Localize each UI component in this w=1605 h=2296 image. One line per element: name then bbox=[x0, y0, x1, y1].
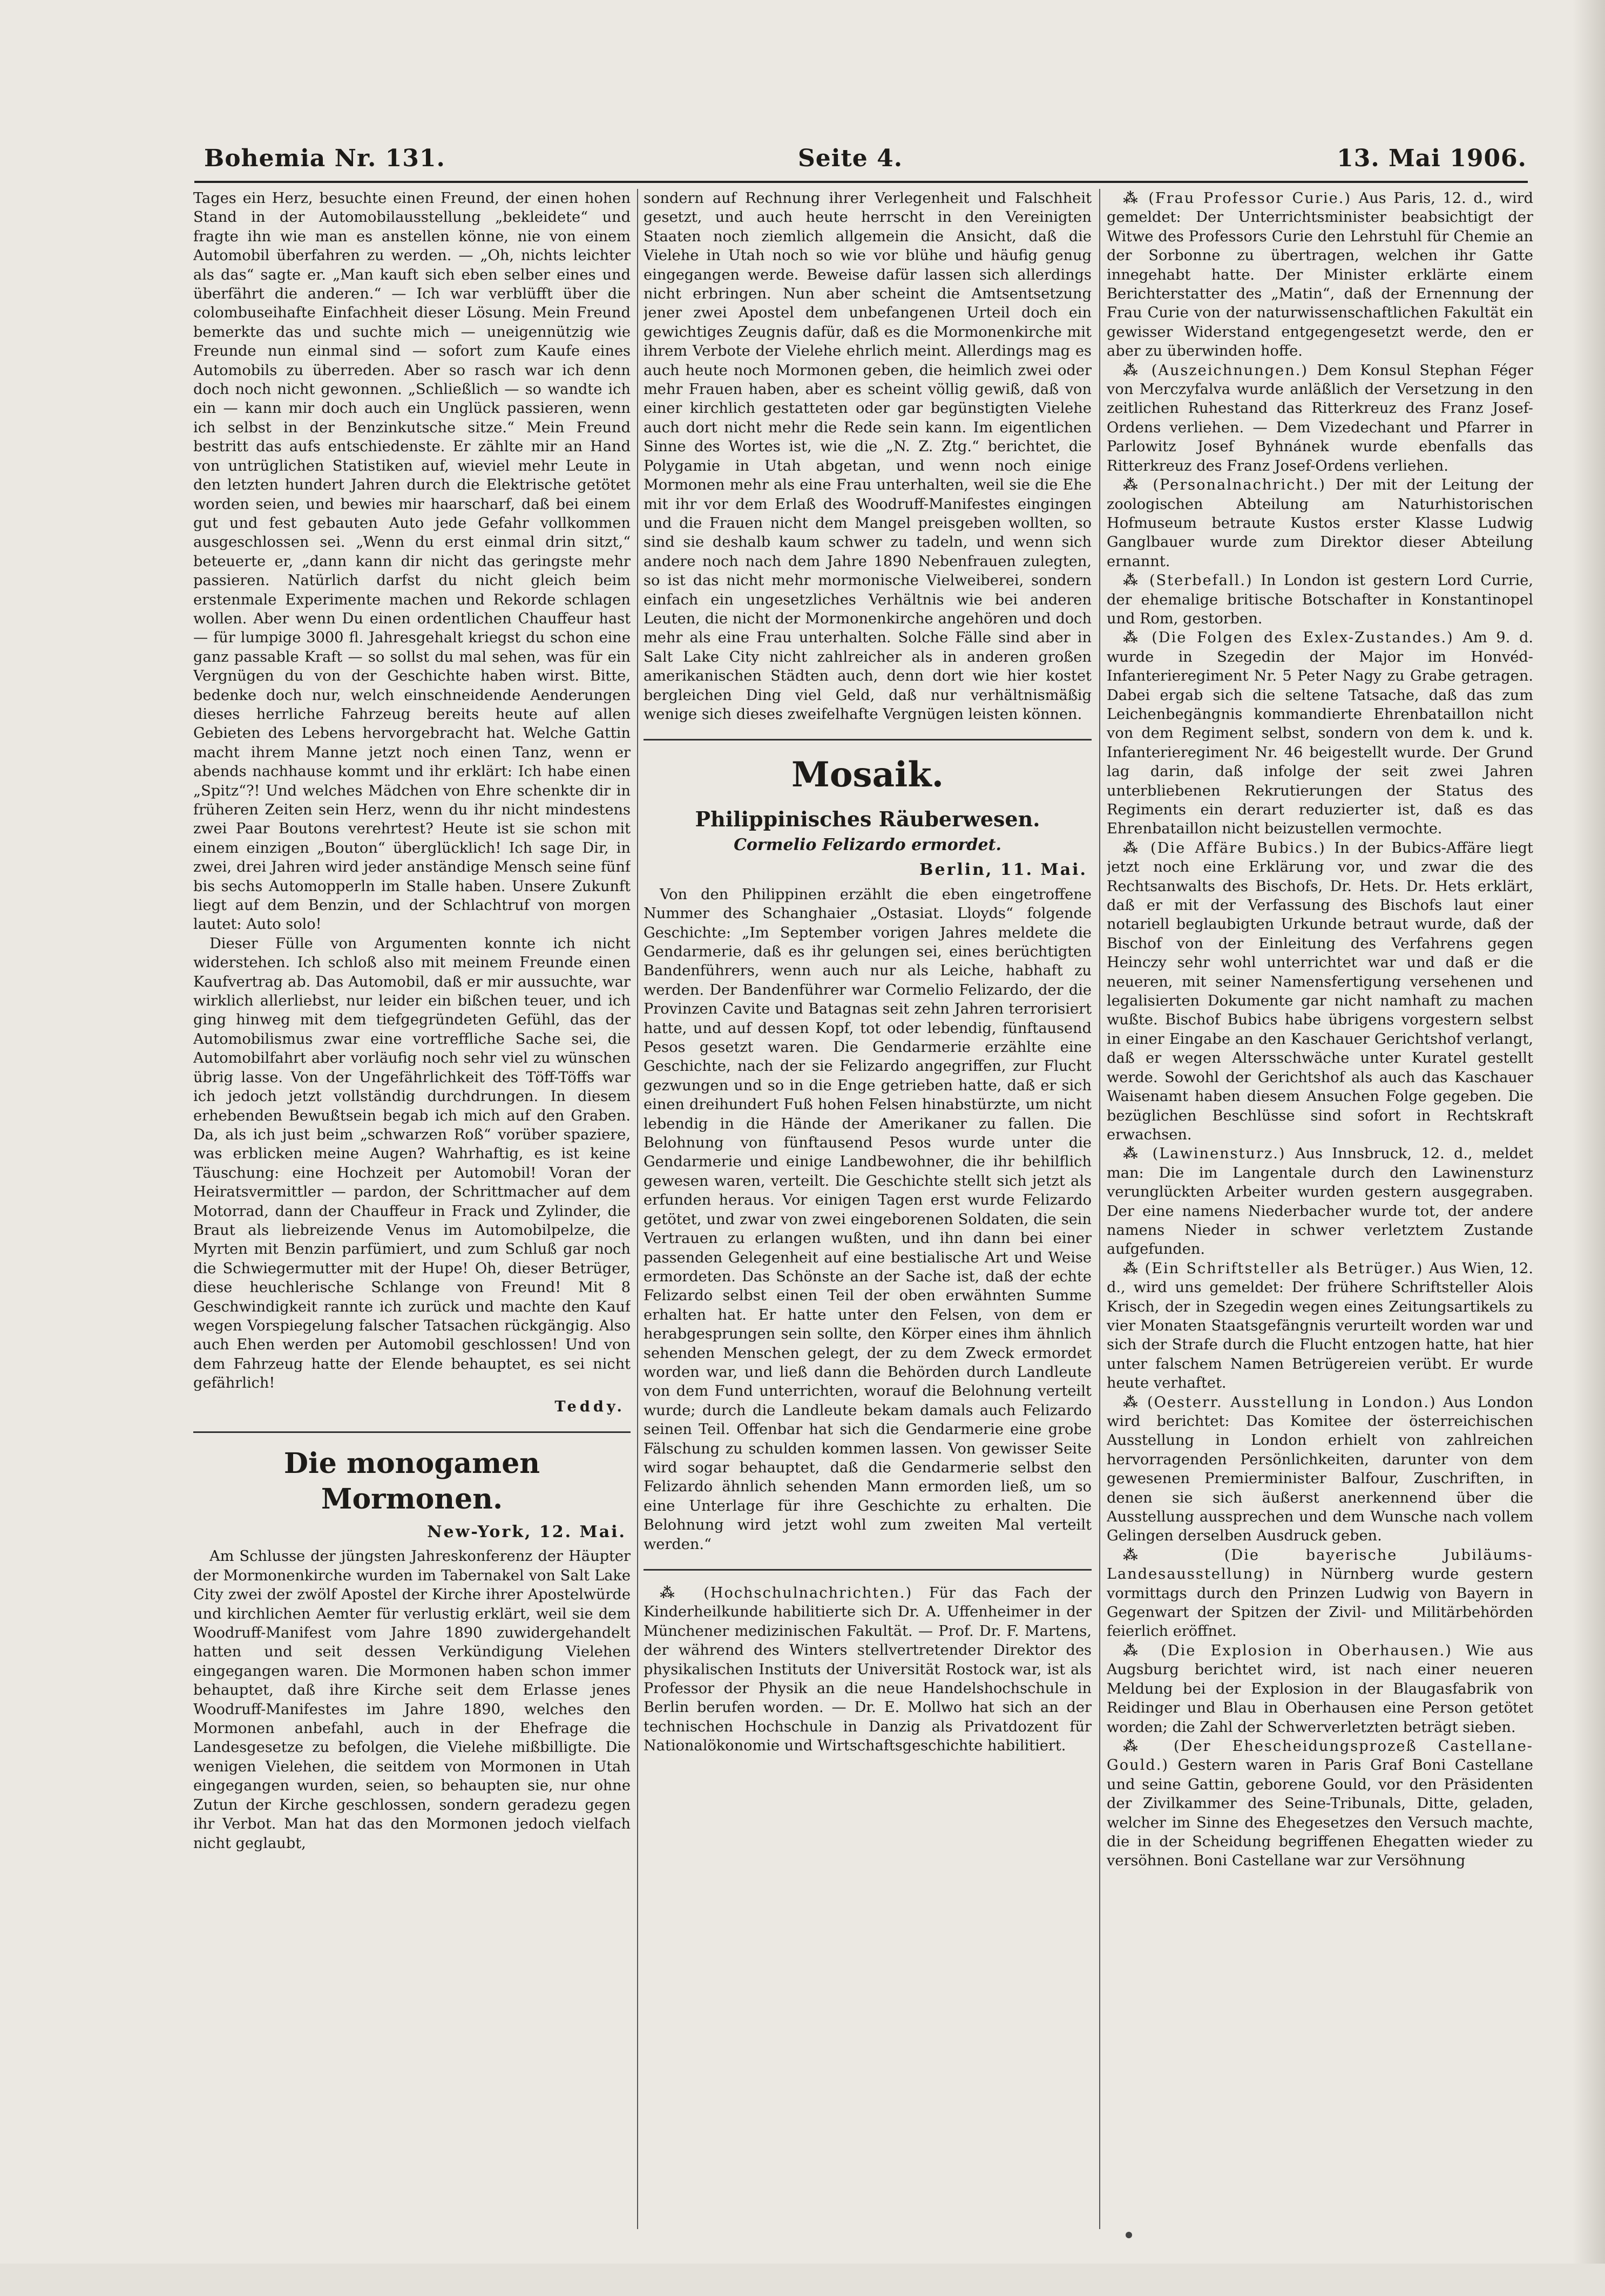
news-item bbox=[1107, 1393, 1533, 1546]
news-item bbox=[1107, 628, 1533, 838]
news-item bbox=[1107, 839, 1533, 1145]
asterism-icon: ⁂ bbox=[1123, 189, 1149, 207]
article-title-philippinen: Philippinisches Räuberwesen. bbox=[695, 807, 1040, 832]
news-item-title: (Auszeichnungen.) bbox=[1151, 362, 1309, 379]
news-item bbox=[1107, 1546, 1533, 1641]
news-item-title: (Lawinensturz.) bbox=[1152, 1145, 1286, 1163]
news-item-text: Am 9. d. wurde in Szegedin der Major im Honvéd-Infanterieregiment Nr. 5 Peter Nagy zu Grabe getragen. Dabei ergab sich die seltene Tatsache, daß das zum Leichenbegängnis kommandierte Ehrenbataillon nicht von dem Regiment selbst, sondern von dem k. und k. Infanterieregiment Nr. 46 beigestellt wurde. Der Grund lag darin, daß infolge der seit zwei Jahren unterbliebenen Rekrutierungen der Status des Regiments ein derart reduzierter ist, daß es das Ehrenbataillon nicht beizustellen vermochte. bbox=[1107, 629, 1533, 838]
news-item-text: Dem Konsul Stephan Féger von Merczyfalva wurde anläßlich der Versetzung in den zeitlichen Ruhestand das Ritterkreuz des Franz Josef-Ordens verliehen. — Dem Vizedechant und Pfarrer in Parlowitz Josef Byhnánek wurde ebenfalls das Ritterkreuz des Franz Josef-Ordens verliehen. bbox=[1107, 362, 1533, 474]
paper-speck bbox=[1126, 2232, 1132, 2238]
column-divider-2 bbox=[1099, 189, 1100, 2229]
news-item-title: (Frau Professor Curie.) bbox=[1148, 190, 1352, 207]
article-separator bbox=[644, 1569, 1092, 1571]
news-item-title: (Die Folgen des Exlex-Zustandes.) bbox=[1152, 629, 1454, 647]
news-item-title: (Die Explosion in Oberhausen.) bbox=[1161, 1642, 1452, 1659]
asterism-icon: ⁂ bbox=[1123, 572, 1149, 589]
section-title-mosaik: Mosaik. bbox=[791, 755, 944, 796]
news-item-title: (Oesterr. Ausstellung in London.) bbox=[1147, 1394, 1437, 1411]
news-item-title: (Die Affäre Bubics.) bbox=[1150, 839, 1326, 857]
asterism-icon: ⁂ bbox=[1123, 839, 1150, 857]
news-item bbox=[1107, 1737, 1533, 1871]
asterism-icon: ⁂ bbox=[1123, 1641, 1161, 1659]
section-separator bbox=[644, 739, 1092, 741]
asterism-icon: ⁂ bbox=[1123, 361, 1152, 379]
asterism-icon: ⁂ bbox=[1123, 1393, 1147, 1411]
news-item bbox=[1107, 361, 1533, 475]
news-item bbox=[1107, 1144, 1533, 1259]
article-paragraph: Dieser Fülle von Argumenten konnte ich nicht widerstehen. Ich schloß also mit meinem Freunde einen Kaufvertrag ab. Das Automobil, daß er mir aussuchte, war wirklich allerliebst, nur leider ein bißchen teuer, und ich ging hinweg mit dem tiefgegründeten Gefühl, das der Automobilismus zwar eine vortreffliche Sache sei, die Automobilfahrt aber vorläufig noch sehr viel zu wünschen übrig lasse. Von der Ungefährlichkeit des Töff-Töffs war ich jedoch jetzt vollständig durchdrungen. In diesem erhebenden Bewußtsein begab ich mich auf den Graben. Da, als ich just beim „schwarzen Roß“ vorüber spaziere, was erblicken meine Augen? Wahrhaftig, es ist keine Täuschung: eine Hochzeit per Automobil! Voran der Heiratsvermittler — pardon, der Schrittmacher auf dem Motorrad, dann der Chauffeur in Frack und Zylinder, die Braut als liebreizende Venus im Automobilpelze, die Myrten mit Benzin parfümiert, und zum Schluß gar noch die Schwiegermutter mit der Hupe! Oh, dieser Betrüger, diese heuchlerische Schlange von Freund! Mit 8 Geschwindigkeit rannte ich zurück und machte den Kauf wegen Vorspiegelung falscher Tatsachen rückgängig. Also auch Ehen werden per Automobil geschlossen! Und von dem Fahrzeug hatte der Elende behauptet, es sei nicht gefährlich! bbox=[193, 935, 631, 1392]
asterism-icon: ⁂ bbox=[1123, 629, 1152, 647]
page-header bbox=[204, 145, 1527, 184]
column-divider-1 bbox=[637, 189, 638, 2229]
news-item-title: (Hochschulnachrichten.) bbox=[703, 1585, 913, 1601]
news-item-text: In der Bubics-Affäre liegt jetzt noch eine Erklärung vor, und zwar die des Rechtsanwalts des Bischofs, Dr. Hets. Dr. Hets erklärt, daß er mit der Verfassung des Bischofs laut einer notariell beglaubigten Urkunde betraut wurde, daß der Bischof von der Einleitung des Verfahrens gegen Heinczy sehr wohl unterrichtet war und daß er die neueren, mit seiner Namensfertigung versehenen und legalisierten Dokumente gar nicht namhaft zu machen wußte. Bischof Bubics habe übrigens vorgestern selbst in einer Eingabe an den Kaschauer Gerichtshof verlangt, daß er wegen Altersschwäche unter Kuratel gestellt werde. Sowohl der Gerichtshof als auch das Kaschauer Waisenamt haben diesem Ansuchen Folge gegeben. Die bezüglichen Beschlüsse sind sofort in Rechtskraft erwachsen. bbox=[1107, 839, 1533, 1143]
news-item-title: (Personalnachricht.) bbox=[1153, 477, 1326, 494]
news-item-text: in Nürnberg wurde gestern vormittags durch den Prinzen Ludwig von Bayern in Gegenwart der Spitzen der Zivil- und Militärbehörden feierlich eröffnet. bbox=[1107, 1566, 1533, 1640]
asterism-icon: ⁂ bbox=[1123, 1145, 1153, 1163]
news-item bbox=[1107, 571, 1533, 628]
article-separator bbox=[193, 1431, 631, 1433]
news-item-text: Wie aus Augsburg berichtet wird, ist nach einer neueren Meldung bei der Explosion in der Blaugasfabrik von Reidinger und Blau in Oberhausen eine Person getötet worden; die Zahl der Schwerverletzten beträgt sieben. bbox=[1107, 1642, 1533, 1736]
article-title-mormonen: Die monogamen Mormonen. bbox=[283, 1447, 540, 1516]
news-item-title: (Sterbefall.) bbox=[1149, 572, 1253, 589]
asterism-icon: ⁂ bbox=[1123, 1259, 1145, 1277]
news-item-text: Aus Wien, 12. d., wird uns gemeldet: Der frühere Schriftsteller Alois Krisch, der in Szegedin wegen eines Zeitungsartikels zu vier Monaten Staatsgefängnis verurteilt worden war und sich der Strafe durch die Flucht entzogen hatte, hat hier unter falschem Namen Betrügereien verübt. Er wurde heute verhaftet. bbox=[1107, 1260, 1533, 1392]
news-item-text: In London ist gestern Lord Currie, der ehemalige britische Botschafter in Konstantinopel und Rom, gestorben. bbox=[1107, 572, 1533, 627]
news-item bbox=[644, 1584, 1092, 1756]
article-paragraph: Von den Philippinen erzählt die eben eingetroffene Nummer des Schanghaier „Ostasiat. Lloyds“ folgende Geschichte: „Im September vorigen Jahres meldete die Gendarmerie, daß es ihr gelungen sei, eines berüchtigten Bandenführers, wenn auch nur als Leiche, habhaft zu werden. Der Bandenführer war Cormelio Felizardo, der die Provinzen Cavite und Batagnas seit zehn Jahren terrorisiert hatte, und auf dessen Kopf, tot oder lebendig, fünftausend Pesos gesetzt waren. Die Gendarmerie erzählte eine Geschichte, nach der sie Felizardo angegriffen, zur Flucht gezwungen und so in die Enge getrieben hatte, daß er sich einen dreihundert Fuß hohen Felsen hinabstürzte, um nicht lebendig in die Hände der Amerikaner zu fallen. Die Belohnung von fünftausend Pesos wurde unter die Gendarmerie und einige Landbewohner, die ihr behilflich gewesen waren, verteilt. Die Geschichte stellt sich jetzt als erfunden heraus. Vor einigen Tagen erst wurde Felizardo getötet, und zwar von zwei eingeborenen Soldaten, die sein Vertrauen zu erlangen wußten, und ihn dann bei einer passenden Gelegenheit auf eine bestialische Art und Weise ermordeten. Das Schönste an der Sache ist, daß der echte Felizardo selbst einen Teil der oben erwähnten Summe erhalten hat. Er hatte unter den Felsen, von dem er herabgesprungen sein sollte, den Körper eines ihm ähnlich sehenden Menschen gelegt, der zu dem Zweck ermordet worden war, und ließ dann die Behörden durch Landleute von dem Fund unterrichten, worauf die Belohnung verteilt wurde; durch die Landleute bekam damals auch Felizardo seinen Teil. Offenbar hat sich die Gendarmerie eine grobe Fälschung zu schulden kommen lassen. Von gewisser Seite wird sogar behauptet, daß die Gendarmerie selbst den Felizardo ähnlich sehenden Mann ermorden ließ, um so eine Unterlage für ihre Geschichte zu erhalten. Die Belohnung wird jetzt wohl zum zweiten Mal verteilt werden.“ bbox=[644, 886, 1092, 1553]
header-rule bbox=[194, 181, 1528, 183]
page-edge-shadow bbox=[1573, 0, 1605, 2296]
page-bottom-margin bbox=[0, 2264, 1605, 2296]
news-item bbox=[1107, 1641, 1533, 1737]
article-paragraph: sondern auf Rechnung ihrer Verlegenheit und Falschheit gesetzt, und auch heute herrscht in den Vereinigten Staaten noch ziemlich allgemein die Ansicht, daß die Vielehe in Utah noch so wie vor blühe und häufig genug eingegangen werde. Beweise dafür lassen sich allerdings nicht erbringen. Nun aber scheint die Amtsentsetzung jener zwei Apostel dem unbefangenen Urteil doch ein gewichtiges Zeugnis dafür, daß es die Mormonenkirche mit ihrem Verbote der Vielehe ehrlich meint. Allerdings mag es auch heute noch Mormonen geben, die heimlich zwei oder mehr Frauen haben, aber es scheint völlig gewiß, daß von einer kirchlich gestatteten oder gar begünstigten Vielehe auch dort nicht mehr die Rede sein kann. Im eigentlichen Sinne des Wortes ist, wie die „N. Z. Ztg.“ berichtet, die Polygamie in Utah abgetan, und wenn noch einige Mormonen mehr als eine Frau unterhalten, weil sie die Ehe mit ihr vor dem Erlaß des Woodruff-Manifestes eingingen und die Frauen nicht dem Mangel preisgeben wollten, so sind sie deshalb kaum schwer zu tadeln, und wenn sich andere noch nach dem Jahre 1890 Nebenfrauen zulegten, so ist das nicht mehr mormonische Vielweiberei, sondern einfach ein ungesetzliches Verhältnis wie bei anderen Leuten, die nicht der Mormonenkirche angehören und doch mehr als eine Frau unterhalten. Solche Fälle sind aber in Salt Lake City nicht zahlreicher als in anderen großen amerikanischen Städten auch, denn dort wie hier kostet bergleichen Ding viel Geld, daß nur verhältnismäßig wenige sich dieses zweifelhafte Vergnügen leisten können. bbox=[644, 190, 1092, 723]
asterism-icon: ⁂ bbox=[1123, 1546, 1224, 1564]
news-item bbox=[1107, 475, 1533, 571]
news-item-text: Aus London wird berichtet: Das Komitee der österreichischen Ausstellung in London erhielt von zahlreichen hervorragenden Persönlichkeiten, darunter von dem gewesenen Premierminister Balfour, Zuschriften, in denen sie sich äußerst anerkennend über die Ausstellung aussprechen und dem Wunsche nach vollem Gelingen derselben Ausdruck geben. bbox=[1107, 1394, 1533, 1545]
header-date: 13. Mai 1906. bbox=[1337, 145, 1527, 172]
news-item-text: Für das Fach der Kinderheilkunde habilitierte sich Dr. A. Uffenheimer in der Münchener medizinischen Fakultät. — Prof. Dr. F. Martens, der während des Winters stellvertretender Direktor des physikalischen Instituts der Universität Rostock war, ist als Professor der Physik an die neue Handelshochschule in Berlin berufen worden. — Dr. E. Mollwo hat sich an der technischen Hochschule in Danzig als Privatdozent für Nationalökonomie und Wirtschaftsgeschichte habilitiert. bbox=[644, 1585, 1092, 1755]
article-paragraph: Am Schlusse der jüngsten Jahreskonferenz der Häupter der Mormonenkirche wurden im Tabernakel von Salt Lake City zwei der zwölf Apostel der Kirche ihrer Apostelwürde und kirchlichen Aemter für verlustig erklärt, weil sie dem Woodruff-Manifest vom Jahre 1890 zuwidergehandelt hatten und seit dessen Verkündigung Vielehen eingegangen waren. Die Mormonen haben schon immer behauptet, daß ihre Kirche seit dem Erlasse jenes Woodruff-Manifestes im Jahre 1890, welches den Mormonen anbefahl, auch in der Ehefrage die Landesgesetze zu befolgen, die Vielehe mißbilligte. Die wenigen Vielehen, die seitdem von Mormonen in Utah eingegangen wurden, seien, so behaupten sie, nur ohne Zutun der Kirche geschlossen, sondern geradezu gegen ihr Verbot. Man hat das den Mormonen jedoch vielfach nicht geglaubt, bbox=[193, 1548, 631, 1852]
column-3 bbox=[1107, 189, 1533, 2229]
article-dateline: Berlin, 11. Mai. bbox=[919, 860, 1087, 880]
article-subtitle: Cormelio Felizardo ermordet. bbox=[734, 835, 1001, 855]
asterism-icon: ⁂ bbox=[660, 1584, 704, 1601]
asterism-icon: ⁂ bbox=[1123, 1737, 1174, 1755]
article-paragraph: Tages ein Herz, besuchte einen Freund, der einen hohen Stand in der Automobilausstellung „bekleidete“ und fragte ihn wie man es anstellen könne, nie von einem Automobil überfahren zu werden. — „Oh, nichts leichter als das“ sagte er. „Man kauft sich eben selber eines und überfährt die anderen.“ — Ich war verblüfft über die colombuseihafte Einfachheit dieser Lösung. Mein Freund bemerkte das und suchte mich — uneigennützig wie Freunde nun einmal sind — sofort zum Kaufe eines Automobils zu überreden. Aber so rasch war ich denn doch noch nicht gewonnen. „Schließlich — so wandte ich ein — kann mir doch auch ein Unglück passieren, wenn ich selbst in der Benzinkutsche sitze.“ Mein Freund bestritt das aufs entschiedenste. Er zählte mir an Hand von untrüglichen Statistiken auf, wieviel mehr Leute in den letzten hundert Jahren durch die Elektrische getötet worden seien, und bewies mir haarscharf, daß bei einem gut und fest gebauten Auto jede Gefahr vollkommen ausgeschlossen sei. „Wenn du erst einmal drin sitzt,“ beteuerte er, „dann kann dir nicht das geringste mehr passieren. Natürlich darfst du nicht gleich beim erstenmale Experimente machen und Rekorde schlagen wollen. Aber wenn Du einen ordentlichen Chauffeur hast — für lumpige 3000 fl. Jahresgehalt kriegst du schon eine ganz passable Kraft — so sollst du mal sehen, was für ein Vergnügen du von der Geschichte haben wirst. Bitte, bedenke doch nur, welch einschneidende Aenderungen dieses herrliche Fahrzeug bereits heute auf allen Gebieten des Lebens hervorgebracht hat. Welche Gattin macht ihrem Manne jetzt noch einen Tanz, wenn er abends nachhause kommt und ihr erklärt: Ich habe einen „Spitz“?! Und welches Mädchen von Ehre schenkte dir in früheren Zeiten sein Herz, wenn du ihr nicht mindestens zwei Paar Boutons verehrtest? Heute ist sie schon mit einem einzigen „Bouton“ überglücklich! Ich sage Dir, in zwei, drei Jahren wird jeder anständige Mensch seine fünf bis sechs Automopperln im Stalle haben. Unsere Zukunft liegt auf dem Benzin, und der Schlachtruf von morgen lautet: Auto solo! bbox=[193, 190, 631, 933]
news-item-text: Der mit der Leitung der zoologischen Abteilung am Naturhistorischen Hofmuseum betraute Kustos erster Klasse Ludwig Ganglbauer wurde zum Direktor dieser Abteilung ernannt. bbox=[1107, 477, 1533, 570]
news-item-title: (Der Ehescheidungsprozeß Castellane-Gould.) bbox=[1107, 1737, 1533, 1774]
article-dateline: New-York, 12. Mai. bbox=[427, 1523, 626, 1541]
column-2 bbox=[644, 189, 1092, 2229]
news-item-title: (Ein Schriftsteller als Betrüger.) bbox=[1145, 1260, 1424, 1277]
article-signature: Teddy. bbox=[554, 1397, 625, 1415]
header-page-number: Seite 4. bbox=[798, 145, 903, 172]
news-item bbox=[1107, 1259, 1533, 1393]
news-item-text: Aus Paris, 12. d., wird gemeldet: Der Unterrichtsminister beabsichtigt der Witwe des Professors Curie den Lehrstuhl für Chemie an der Sorbonne zu übertragen, welchen ihr Gatte innegehabt hatte. Der Minister erklärte einem Berichterstatter des „Matin“, daß der Ernennung der Frau Curie von der naturwissenschaftlichen Fakultät ein gewisser Widerstand entgegengesetzt werde, den er aber zu überwinden hoffe. bbox=[1107, 190, 1533, 360]
news-item bbox=[1107, 189, 1533, 361]
column-1 bbox=[193, 189, 631, 2229]
header-publication: Bohemia Nr. 131. bbox=[204, 145, 445, 172]
news-item-title: (Die bayerische Jubiläums-Landesausstellung) bbox=[1107, 1546, 1533, 1583]
news-item-text: Gestern waren in Paris Graf Boni Castellane und seine Gattin, geborene Gould, vor den Präsidenten der Zivilkammer des Seine-Tribunals, Ditte, geladen, welcher im Sinne des Ehegesetzes den Versuch machte, die in der Scheidung begriffenen Ehegatten wieder zu versöhnen. Boni Castellane war zur Versöhnung bbox=[1107, 1757, 1533, 1870]
asterism-icon: ⁂ bbox=[1123, 476, 1153, 494]
news-item-text: Aus Innsbruck, 12. d., meldet man: Die im Langentale durch den Lawinensturz verunglückten Arbeiter wurden gestern ausgegraben. Der eine namens Niederbacher wurde tot, der andere namens Nieder in schwer verletztem Zustande aufgefunden. bbox=[1107, 1145, 1533, 1258]
